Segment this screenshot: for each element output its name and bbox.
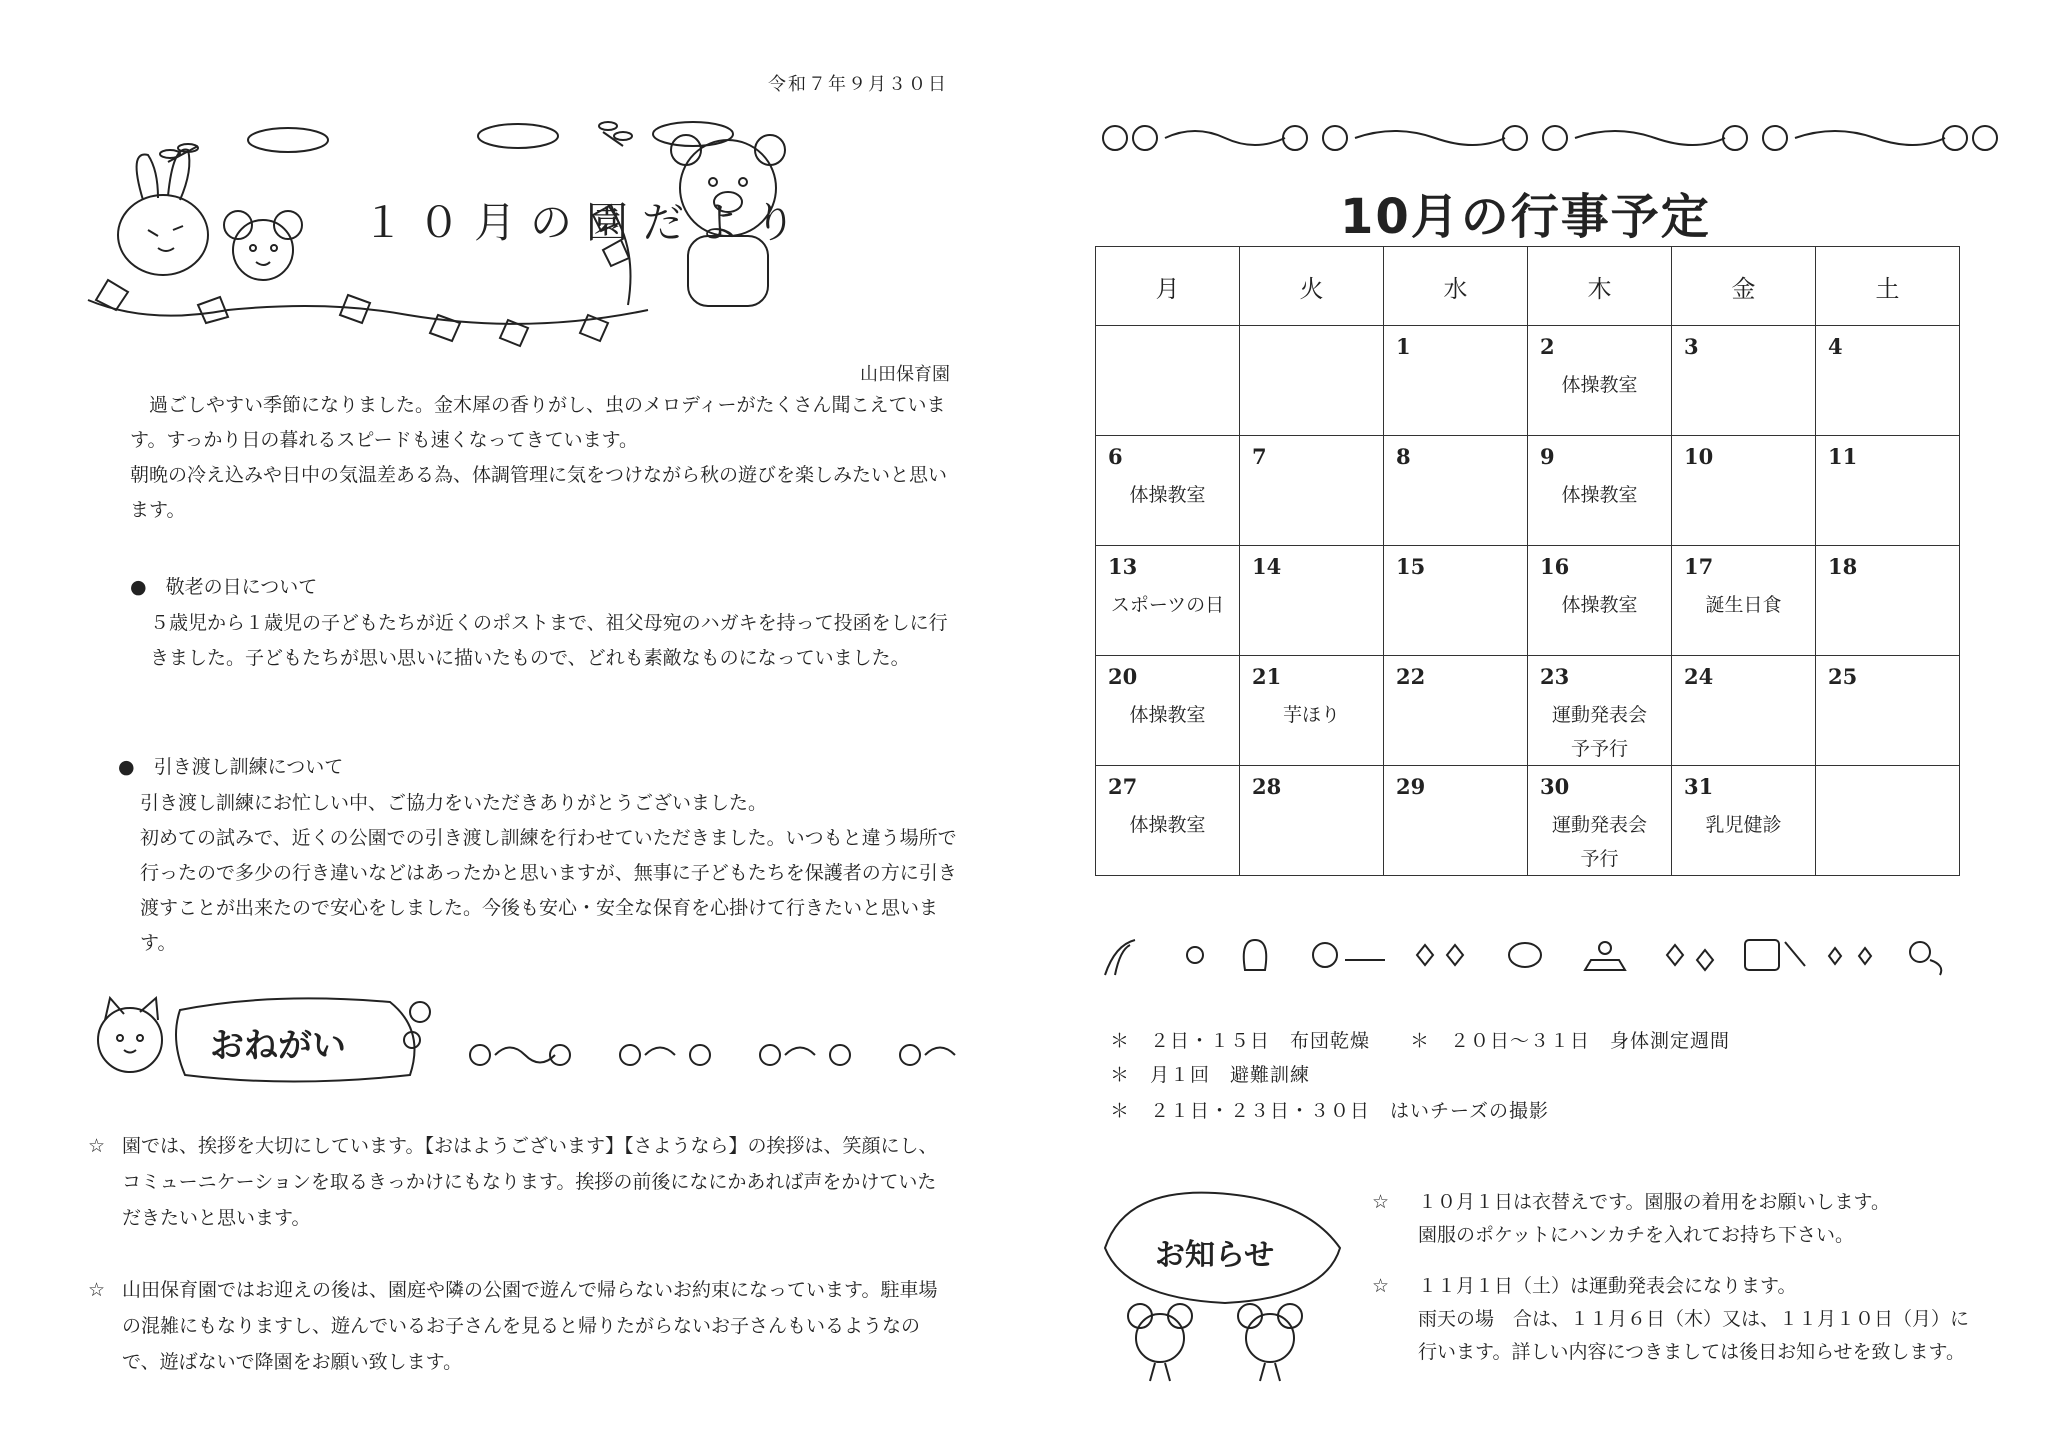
onegai-item-greeting [88, 1128, 948, 1236]
issue-date: 令和７年９月３０日 [768, 74, 948, 95]
day-number: 21 [1252, 664, 1282, 689]
weekday-header: 木 [1528, 247, 1672, 326]
day-event: 運動発表会 予行 [1551, 814, 1647, 870]
day-event: 体操教室 [1561, 484, 1638, 506]
day-number: 2 [1540, 334, 1555, 359]
day-number: 14 [1252, 554, 1282, 579]
calendar-day-cell [1240, 546, 1384, 656]
calendar-week-row [1096, 436, 1960, 546]
calendar-day-cell [1240, 656, 1384, 766]
calendar-day-cell [1672, 326, 1816, 436]
calendar-day-cell [1672, 546, 1816, 656]
day-number: 8 [1396, 444, 1411, 469]
day-event: 体操教室 [1129, 814, 1206, 836]
day-number: 16 [1540, 554, 1570, 579]
day-number: 3 [1684, 334, 1699, 359]
calendar-day-cell [1096, 546, 1240, 656]
day-number: 29 [1396, 774, 1426, 799]
day-number: 22 [1396, 664, 1426, 689]
calendar-day-cell [1096, 656, 1240, 766]
calendar-day-cell [1672, 766, 1816, 876]
day-number: 7 [1252, 444, 1267, 469]
calendar-day-cell [1384, 766, 1528, 876]
calendar-day-cell [1384, 326, 1528, 436]
intro-paragraph: 過ごしやすい季節になりました。金木犀の香りがし、虫のメロディーがたくさん聞こえています。すっかり日の暮れるスピードも速くなってきています。 朝晩の冷え込みや日中の気温差ある為、体調管理に気をつけながら秋の遊びを楽しみたいと思います。 [130, 394, 948, 521]
calendar-day-cell [1816, 436, 1960, 546]
note-photo: ＊ ２１日・２３日・３０日 はいチーズの撮影 [1110, 1100, 1550, 1122]
day-number: 10 [1684, 444, 1714, 469]
calendar-day-cell [1816, 656, 1960, 766]
calendar-day-cell [1816, 326, 1960, 436]
calendar-day-cell [1384, 656, 1528, 766]
section-heading-hikiwatashi: ● 引き渡し訓練について [118, 756, 344, 778]
onegai-badge [90, 990, 430, 1090]
calendar-week-row [1096, 656, 1960, 766]
weekday-header: 火 [1240, 247, 1384, 326]
calendar-day-cell [1528, 546, 1672, 656]
weekday-header: 金 [1672, 247, 1816, 326]
info-item-koromogae [1372, 1186, 1972, 1252]
calendar-body [1096, 326, 1960, 876]
calendar-title: 10月の行事予定 [1340, 189, 1711, 245]
calendar-day-cell [1384, 436, 1528, 546]
day-event: 体操教室 [1561, 594, 1638, 616]
day-number: 1 [1396, 334, 1411, 359]
info-item-text: １０月１日は衣替えです。園服の着用をお願いします。 園服のポケットにハンカチを入れてお持ち下さい。 [1418, 1191, 1890, 1246]
oshirase-label: お知らせ [1155, 1238, 1275, 1273]
note-evacuation: ＊ 月１回 避難訓練 [1110, 1064, 1311, 1086]
section-body-hikiwatashi: 引き渡し訓練にお忙しい中、ご協力をいただきありがとうございました。 初めての試みで、近くの公園での引き渡し訓練を行わせていただきました。いつもと違う場所で行ったので多少の行き違いなどはあったかと思いますが、無事に子どもたちを保護者の方に引き渡すことが出来たので安心をしました。今後も安心・安全な保育を心掛けて行きたいと思います。 [140, 792, 957, 954]
star-mark: ☆ [88, 1135, 106, 1157]
weekday-row [1096, 247, 1960, 326]
day-number: 4 [1828, 334, 1843, 359]
calendar-day-cell [1528, 436, 1672, 546]
day-number: 24 [1684, 664, 1714, 689]
calendar-day-cell [1672, 436, 1816, 546]
calendar-week-row [1096, 326, 1960, 436]
star-mark: ☆ [1372, 1191, 1390, 1213]
day-number: 20 [1108, 664, 1138, 689]
day-number: 30 [1540, 774, 1570, 799]
day-number: 6 [1108, 444, 1123, 469]
weekday-header: 月 [1096, 247, 1240, 326]
day-number: 17 [1684, 554, 1714, 579]
calendar-day-cell [1240, 326, 1384, 436]
day-number: 13 [1108, 554, 1138, 579]
star-mark: ☆ [1372, 1275, 1390, 1297]
day-number: 25 [1828, 664, 1858, 689]
calendar-day-cell [1816, 546, 1960, 656]
day-number: 18 [1828, 554, 1858, 579]
day-number: 15 [1396, 554, 1426, 579]
note-futon: ＊ ２日・１５日 布団乾燥 ＊ ２０日～３１日 身体測定週間 [1110, 1030, 1731, 1052]
onegai-label: おねがい [210, 1026, 346, 1066]
oshirase-badge-frame [1085, 1178, 1365, 1388]
weekday-header: 水 [1384, 247, 1528, 326]
day-number: 27 [1108, 774, 1138, 799]
day-event: 乳児健診 [1705, 814, 1782, 836]
day-number: 23 [1540, 664, 1570, 689]
day-number: 31 [1684, 774, 1714, 799]
day-event: 体操教室 [1561, 374, 1638, 396]
flower-border-top [1095, 118, 2005, 158]
section-body-keiro: ５歳児から１歳児の子どもたちが近くのポストまで、祖父母宛のハガキを持って投函をしに行きました。子どもたちが思い思いに描いたもので、どれも素敵なものになっていました。 [150, 612, 948, 669]
calendar-day-cell [1816, 766, 1960, 876]
section-heading-keiro: ● 敬老の日について [130, 576, 318, 598]
day-event: 芋ほり [1282, 704, 1340, 726]
event-calendar [1095, 246, 1960, 876]
day-event: スポーツの日 [1110, 594, 1225, 616]
calendar-day-cell [1528, 326, 1672, 436]
calendar-day-cell [1096, 436, 1240, 546]
day-event: 体操教室 [1129, 484, 1206, 506]
decorative-border-left [465, 1030, 965, 1080]
info-item-sports-day [1372, 1270, 1972, 1369]
calendar-day-cell [1240, 436, 1384, 546]
calendar-week-row [1096, 766, 1960, 876]
onegai-item-text: 山田保育園ではお迎えの後は、園庭や隣の公園で遊んで帰らないお約束になっています。駐車場の混雑にもなりますし、遊んでいるお子さんを見ると帰りたがらないお子さんもいるようなので、遊ばないで降園をお願い致します。 [122, 1279, 938, 1373]
day-event: 体操教室 [1129, 704, 1206, 726]
calendar-day-cell [1384, 546, 1528, 656]
calendar-day-cell [1528, 766, 1672, 876]
autumn-icons-border [1095, 930, 1955, 980]
day-number: 9 [1540, 444, 1555, 469]
day-event: 誕生日食 [1705, 594, 1782, 616]
day-number: 28 [1252, 774, 1282, 799]
onegai-item-text: 園では、挨拶を大切にしています。【おはようございます】【さようなら】の挨拶は、笑顔にし、コミューニケーションを取るきっかけにもなります。挨拶の前後になにかあれば声をかけていただきたいと思います。 [122, 1135, 938, 1229]
calendar-day-cell [1096, 766, 1240, 876]
calendar-week-row [1096, 546, 1960, 656]
star-mark: ☆ [88, 1279, 106, 1301]
organization-name: 山田保育園 [860, 364, 950, 385]
onegai-item-pickup [88, 1272, 948, 1380]
calendar-day-cell [1528, 656, 1672, 766]
calendar-day-cell [1240, 766, 1384, 876]
calendar-day-cell [1672, 656, 1816, 766]
info-item-text: １１月１日（土）は運動発表会になります。 雨天の場 合は、１１月６日（木）又は、１１月１０日（月）に行います。詳しい内容につきましては後日お知らせを致します。 [1418, 1275, 1970, 1363]
day-event: 運動発表会 予予行 [1551, 704, 1647, 760]
weekday-header: 土 [1816, 247, 1960, 326]
day-number: 11 [1828, 444, 1858, 469]
oshirase-badge [1085, 1178, 1365, 1388]
calendar-day-cell [1096, 326, 1240, 436]
newsletter-title: １０月の園だより [362, 198, 811, 247]
